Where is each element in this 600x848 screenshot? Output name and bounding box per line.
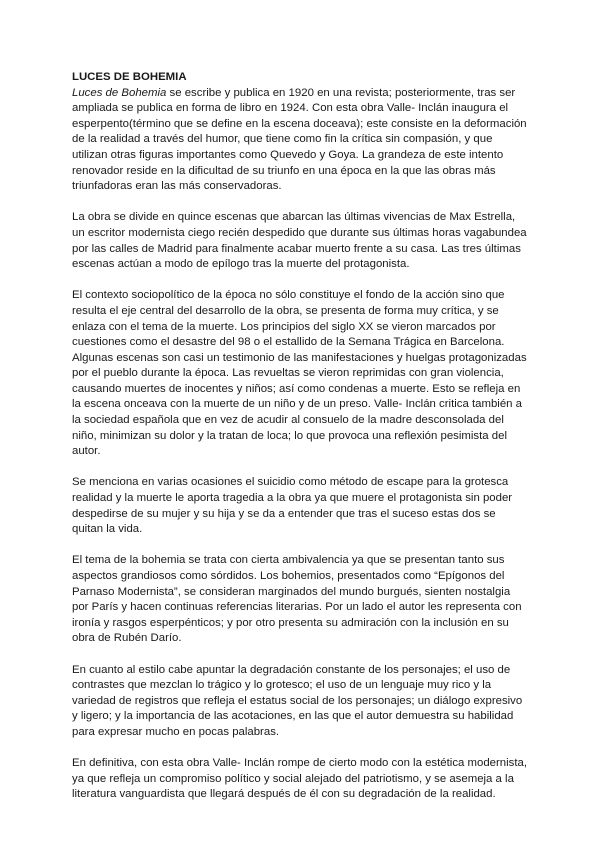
paragraph-structure: La obra se divide en quince escenas que abarcan las últimas vivencias de Max Estrella, un escritor modernista ciego recién despedido que durante sus últimas horas vagabundea por las calles de Madrid para finalmente acabar muerto frente a su casa. Las tres últimas escenas actúan a modo de epílogo tras la muerte del protagonista.	[72, 211, 527, 271]
paragraph-style: En cuanto al estilo cabe apuntar la degradación constante de los personajes; el uso de contrastes que mezclan lo trágico y lo grotesco; el uso de un lenguaje muy rico y la variedad de registros que refleja el estatus social de los personajes; un diálogo expresivo y ligero; y la importancia de las acotaciones, en las que el autor demuestra su habilidad para expresar mucho en pocas palabras.	[72, 663, 523, 738]
document-page	[72, 70, 528, 819]
paragraph-bohemia: El tema de la bohemia se trata con cierta ambivalencia ya que se presentan tanto sus aspectos grandiosos como sórdidos. Los bohemios, presentados como “Epígonos del Parnaso Modernista”, se consideran marginados del mundo burgués, sienten nostalgia por París y hacen continuas referencias literarias. Por un lado el autor les representa con ironía y rasgos esperpénticos; y por otro presenta su admiración con la inclusión en su obra de Rubén Darío.	[72, 554, 522, 645]
document-title: LUCES DE BOHEMIA	[72, 71, 187, 83]
intro-paragraph-text: se escribe y publica en 1920 en una revista; posteriormente, tras ser ampliada se publica en forma de libro en 1924. Con esta obra Valle- Inclán inaugura el esperpento(término que se define en la escena doceava); este consiste en la deformación de la realidad a través del humor, que tiene como fin la crítica sin compasión, y que utilizan otras figuras importantes como Quevedo y Goya. La grandeza de este intento renovador reside en la dificultad de su triunfo en una época en la que las obras más triunfadoras eran las más conservadoras.	[72, 86, 527, 193]
intro-paragraph	[72, 86, 528, 195]
paragraph-conclusion: En definitiva, con esta obra Valle- Inclán rompe de cierto modo con la estética modernista, ya que refleja un compromiso político y social alejado del patriotismo, y se asemeja a la literatura vanguardista que llegará después de él con su degradación de la realidad.	[72, 757, 528, 801]
work-title-italic: Luces de Bohemia	[72, 86, 167, 99]
paragraph-context: El contexto sociopolítico de la época no sólo constituye el fondo de la acción sino que resulta el eje central del desarrollo de la obra, se presenta de forma muy crítica, y se enlaza con el tema de la muerte. Los principios del siglo XX se vieron marcados por cuestiones como el desastre del 98 o el estallido de la Semana Trágica en Barcelona. Algunas escenas son casi un testimonio de las manifestaciones y huelgas protagonizadas por el pueblo durante la época. Las revueltas se vieron reprimidas con gran violencia, causando muertes de inocentes y niños; así como condenas a muerte. Esto se refleja en la escena onceava con la muerte de un niño y de un preso. Valle- Inclán critica también a la sociedad española que en vez de acudir al consuelo de la madre desconsolada del niño, minimizan su dolor y la tratan de loca; lo que provoca una reflexión pesimista del autor.	[72, 289, 527, 458]
paragraph-suicide: Se menciona en varias ocasiones el suicidio como método de escape para la grotesca realidad y la muerte le aporta tragedia a la obra ya que muere el protagonista sin poder despedirse de su mujer y su hija y se da a entender que tras el suceso estas dos se quitan la vida.	[72, 476, 513, 536]
